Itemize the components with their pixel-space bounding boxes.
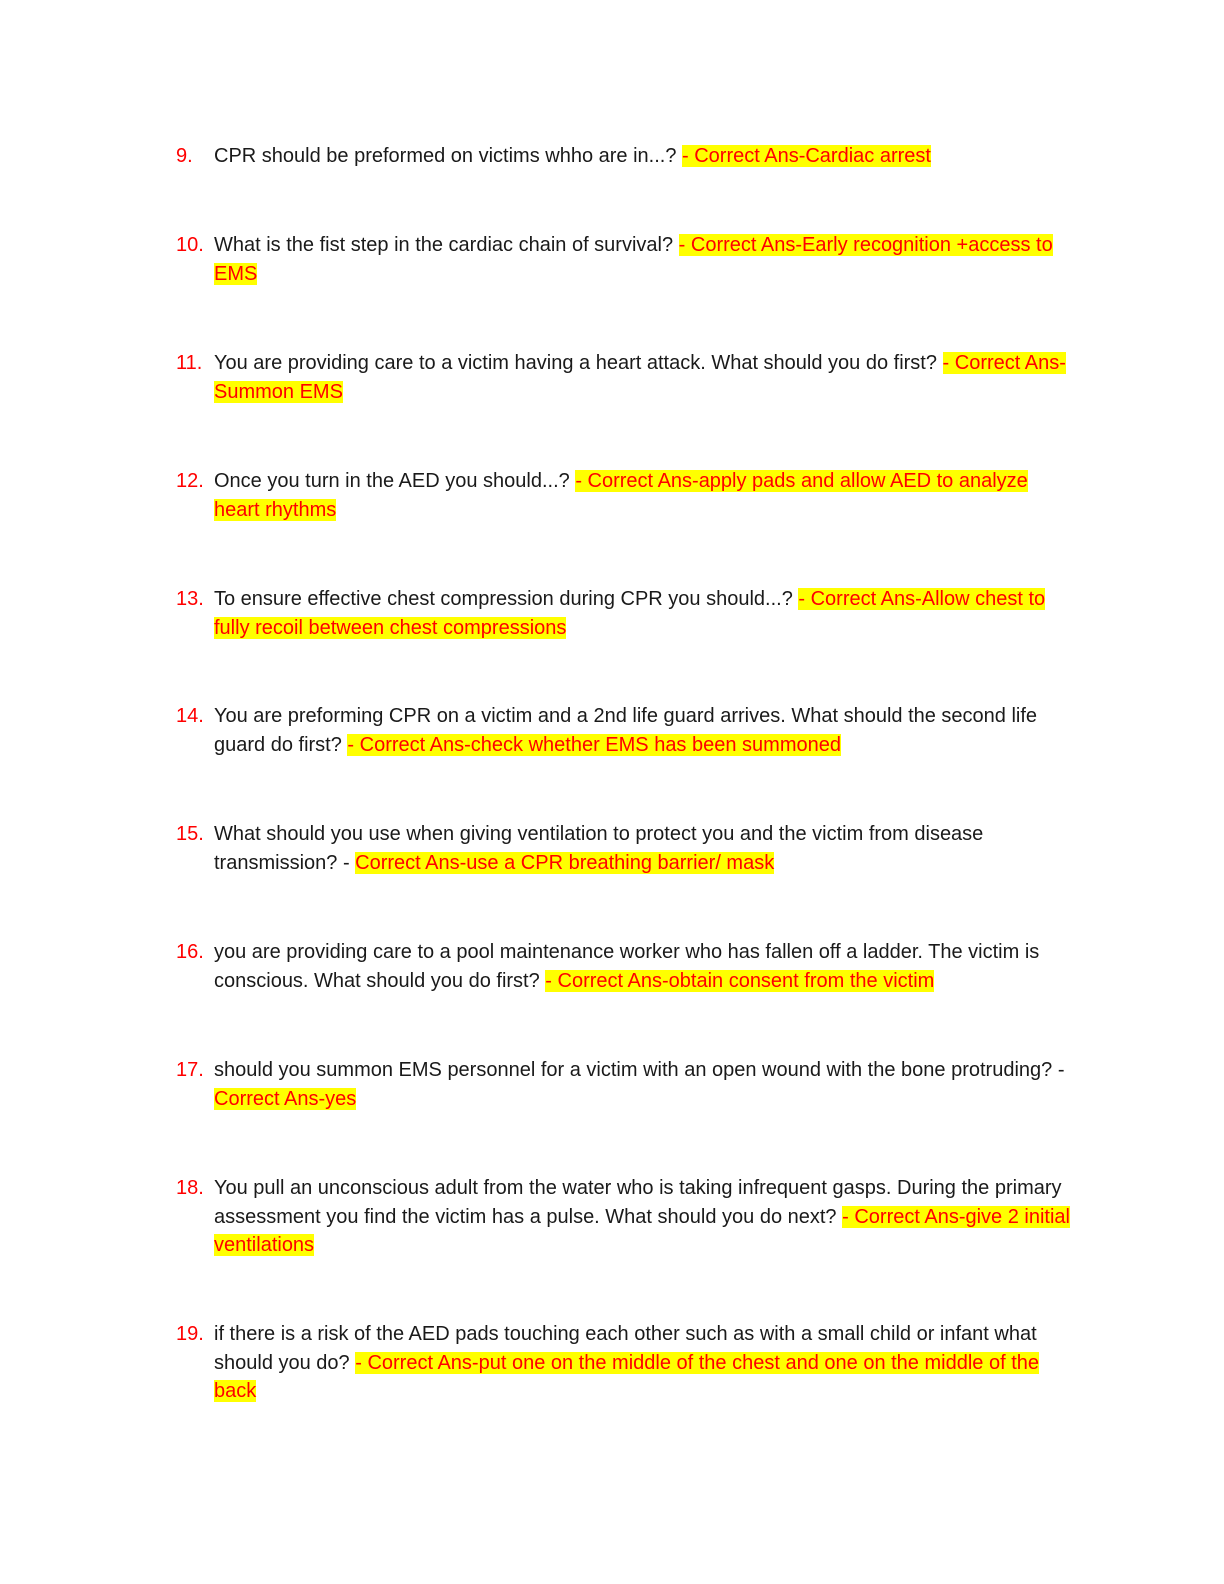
- answer-highlight: Correct Ans-yes: [214, 1087, 357, 1110]
- question-text-block: [214, 585, 1076, 642]
- question-number: 11.: [176, 352, 203, 374]
- question-number: 10.: [176, 234, 204, 256]
- question-number: 19.: [176, 1323, 204, 1345]
- answer-highlight: - Correct Ans-put one on the middle of the chest and one on the middle of the back: [214, 1351, 1039, 1402]
- answer-highlight: Correct Ans-use a CPR breathing barrier/ mask: [355, 851, 775, 874]
- question-number: 15.: [176, 823, 204, 845]
- answer-highlight: - Correct Ans-give 2 initial ventilations: [214, 1205, 1070, 1256]
- question-text: if there is a risk of the AED pads touching each other such as with a small child or infant what should you do?: [214, 1323, 1037, 1374]
- question-text-block: [214, 938, 1076, 995]
- question-number: 12.: [176, 470, 204, 492]
- question-number: 18.: [176, 1177, 204, 1199]
- question-text-block: [214, 1056, 1076, 1113]
- question-text-block: [214, 231, 1076, 288]
- question-text-block: [214, 702, 1076, 759]
- question-number: 16.: [176, 941, 204, 963]
- question-text-block: [214, 1320, 1076, 1406]
- question-text: You pull an unconscious adult from the water who is taking infrequent gasps. During the primary assessment you find the victim has a pulse. What should you do next?: [214, 1177, 1062, 1228]
- answer-highlight: - Correct Ans-check whether EMS has been summoned: [347, 733, 841, 756]
- answer-highlight: - Correct Ans-Allow chest to fully recoil between chest compressions: [214, 588, 1046, 639]
- question-text-block: [214, 820, 1076, 877]
- question-number: 17.: [176, 1059, 204, 1081]
- question-number: 13.: [176, 588, 204, 610]
- answer-highlight: - Correct Ans-obtain consent from the victim: [545, 969, 935, 992]
- question-text-block: [214, 349, 1076, 406]
- answer-highlight: - Correct Ans-Summon EMS: [214, 352, 1066, 403]
- question-text: should you summon EMS personnel for a victim with an open wound with the bone protruding?: [214, 1059, 1058, 1081]
- answer-highlight: - Correct Ans-apply pads and allow AED to analyze heart rhythms: [214, 470, 1028, 521]
- separator-text: -: [342, 851, 356, 874]
- answer-highlight: - Correct Ans-Early recognition +access to EMS: [214, 234, 1053, 285]
- answer-highlight: - Correct Ans-Cardiac arrest: [682, 145, 931, 167]
- question-number: 14.: [176, 705, 204, 727]
- separator-text: -: [1057, 1059, 1065, 1081]
- question-text: Once you turn in the AED you should...?: [214, 470, 576, 492]
- question-text: CPR should be preformed on victims whho are in...?: [214, 145, 682, 167]
- question-text: What should you use when giving ventilation to protect you and the victim from disease transmission?: [214, 823, 984, 874]
- question-text: To ensure effective chest compression during CPR you should...?: [214, 588, 799, 610]
- question-text: What is the fist step in the cardiac chain of survival?: [214, 234, 679, 256]
- question-number: 9.: [176, 145, 193, 167]
- question-text: you are providing care to a pool maintenance worker who has fallen off a ladder. The victim is conscious. What should you do first?: [214, 941, 1040, 992]
- question-text: You are providing care to a victim having a heart attack. What should you do first?: [214, 352, 943, 374]
- question-text-block: [214, 142, 1076, 171]
- question-text: You are preforming CPR on a victim and a 2nd life guard arrives. What should the second life guard do first?: [214, 705, 1038, 756]
- question-text-block: [214, 467, 1076, 524]
- question-text-block: [214, 1174, 1076, 1260]
